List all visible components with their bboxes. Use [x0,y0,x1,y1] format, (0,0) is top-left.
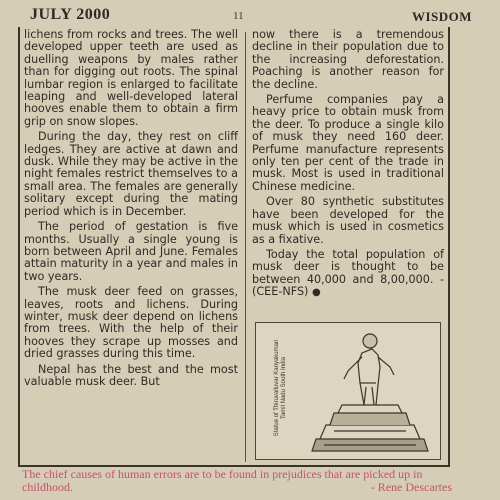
paragraph: Over 80 synthetic substitutes have been developed for the musk which is used in cosmetics as a fixative. [252,195,444,246]
paragraph: lichens from rocks and trees. The well developed upper teeth are used as duelling weapons by males rather than for digging out roots. The spinal lumbar region is enlarged to facilitate leaping and well-developed lateral hooves enable them to obtain a firm grip on snow slopes. [24,28,238,128]
paragraph: The musk deer feed on grasses, leaves, roots and lichens. During winter, musk deer depend on lichens from trees. With the help of their hooves they scrape up mosses and dried grasses during this time. [24,285,238,361]
statue-figure [255,322,441,460]
page-footer [22,468,452,494]
figure-caption: Statue of Thiruvalluvar Kanyakumari Tamil Nadu South India [274,339,287,437]
publication-name: WISDOM [412,9,473,24]
quote-text: The chief causes of human errors are to be found in prejudices that are picked up in childhood. [22,467,423,494]
end-mark-icon: ● [312,287,321,299]
paragraph: now there is a tremendous decline in their population due to the increasing deforestation. Poaching is another reason for the decline. [252,28,444,91]
footer-quote [22,468,452,494]
statue-illustration [304,327,436,457]
page-number: 11 [233,10,244,22]
quote-author: - Rene Descartes [370,480,452,494]
paragraph: During the day, they rest on cliff ledges. They are active at dawn and dusk. While they may be active in the night females restrict themselves to a small area. The females are generally solitary except during the mating period which is in December. [24,130,238,218]
issue-date: JULY 2000 [30,6,111,23]
article-credit: - (CEE-NFS) [252,272,444,299]
page-header [0,4,500,28]
article-column-left [24,29,238,391]
paragraph: Perfume companies pay a heavy price to obtain musk from the deer. To produce a single kilo of musk they need 160 deer. Perfume manufacture represents only ten per cent of the trade in musk. Most is used in traditional Chinese medicine. [252,93,444,193]
paragraph-text: Today the total population of musk deer is thought to be between 40,000 and 8,00,000. [252,247,444,286]
article-column-right [252,29,444,303]
paragraph-with-credit [252,249,444,300]
paragraph: Nepal has the best and the most valuable musk deer. But [24,362,238,388]
paragraph: The period of gestation is five months. Usually a single young is born between April and June. Females attain maturity in a year and males in two years. [24,220,238,283]
column-divider [245,32,246,462]
